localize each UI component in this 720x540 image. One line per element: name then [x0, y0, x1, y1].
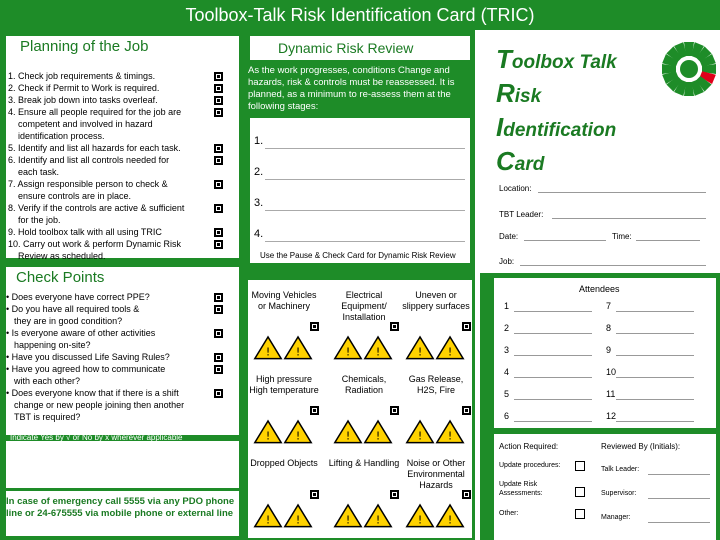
- attendee-field[interactable]: [616, 399, 694, 400]
- planning-item: competent and involved in hazard: [18, 119, 153, 129]
- time-field[interactable]: [636, 240, 700, 241]
- checkpoint-item: • Is everyone aware of other activities: [6, 328, 156, 338]
- svg-text:!: !: [447, 429, 453, 443]
- hazard-checkbox[interactable]: [390, 406, 399, 415]
- hazard-label: Electrical Equipment/ Installation: [341, 290, 387, 322]
- attendee-field[interactable]: [616, 421, 694, 422]
- planning-checkbox[interactable]: [214, 144, 223, 153]
- svg-text:!: !: [265, 345, 271, 359]
- svg-text:!: !: [295, 345, 301, 359]
- checkpoint-checkbox[interactable]: [214, 389, 223, 398]
- dynamic-title: Dynamic Risk Review: [278, 40, 414, 56]
- hazard-checkbox[interactable]: [310, 406, 319, 415]
- warning-text: If the answer to any of these questions is NO , then the safety of you and your team is at risk. Pause and check again.: [11, 449, 233, 483]
- hazard-warning-icon: [400, 416, 472, 450]
- attendee-number: 11: [606, 389, 616, 399]
- planning-item: each task.: [18, 167, 60, 177]
- checkpoint-item: they are in good condition?: [14, 316, 123, 326]
- checkpoint-checkbox[interactable]: [214, 329, 223, 338]
- hazard-label: High pressure High temperature: [249, 374, 319, 395]
- checkpoint-checkbox[interactable]: [214, 305, 223, 314]
- stage-field[interactable]: [265, 179, 465, 180]
- planning-checkbox[interactable]: [214, 228, 223, 237]
- hazard-checkbox[interactable]: [462, 322, 471, 331]
- job-field[interactable]: [520, 265, 706, 266]
- planning-checkbox[interactable]: [214, 180, 223, 189]
- hazard-label: Uneven or slippery surfaces: [402, 290, 470, 311]
- hazard-checkbox[interactable]: [310, 322, 319, 331]
- checkpoint-item: • Have you discussed Life Saving Rules?: [6, 352, 170, 362]
- location-field[interactable]: [538, 192, 706, 193]
- checkpoint-item: with each other?: [14, 376, 81, 386]
- hazard-warning-icon: [248, 500, 320, 534]
- attendees-panel: [480, 273, 720, 430]
- hazard-checkbox[interactable]: [310, 490, 319, 499]
- location-label: Location:: [499, 184, 532, 193]
- attendee-number: 3: [504, 345, 510, 355]
- supervisor-field[interactable]: [648, 498, 710, 499]
- attendee-number: 9: [606, 345, 612, 355]
- checkpoint-item: • Do you have all required tools &: [6, 304, 140, 314]
- hazard-checkbox[interactable]: [462, 490, 471, 499]
- attendee-field[interactable]: [514, 377, 592, 378]
- attendee-number: 12: [606, 411, 617, 421]
- action-required-label: Action Required:: [499, 442, 559, 451]
- tbt-leader-label: TBT Leader:: [499, 210, 544, 219]
- svg-text:!: !: [417, 513, 423, 527]
- hazard-warning-icon: [400, 500, 472, 534]
- company-logo: [660, 40, 718, 98]
- svg-text:!: !: [295, 429, 301, 443]
- attendee-field[interactable]: [616, 311, 694, 312]
- hazard-label: Dropped Objects: [250, 458, 318, 468]
- attendee-number: 10: [606, 367, 617, 377]
- checkpoint-checkbox[interactable]: [214, 293, 223, 302]
- checkpoint-checkbox[interactable]: [214, 365, 223, 374]
- update-procedures-label: Update procedures:: [499, 462, 561, 469]
- planning-checkbox[interactable]: [214, 72, 223, 81]
- svg-text:!: !: [345, 345, 351, 359]
- checkpoint-item: • Does everyone have correct PPE?: [6, 292, 150, 302]
- stage-field[interactable]: [265, 210, 465, 211]
- checkpoint-item: TBT is required?: [14, 412, 81, 422]
- svg-text:!: !: [265, 429, 271, 443]
- hazard-warning-icon: [328, 500, 400, 534]
- attendee-number: 5: [504, 389, 510, 399]
- hazard-label: Chemicals, Radiation: [341, 374, 387, 395]
- checkpoint-item: happening on-site?: [14, 340, 91, 350]
- checkpoint-item: change or new people joining then another: [14, 400, 185, 410]
- svg-text:!: !: [375, 513, 381, 527]
- svg-text:!: !: [265, 513, 271, 527]
- planning-item: 4. Ensure all people required for the job are: [8, 107, 182, 117]
- checkpoint-item: • Have you agreed how to communicate: [6, 364, 166, 374]
- attendee-field[interactable]: [514, 355, 592, 356]
- update-procedures-checkbox[interactable]: [575, 461, 585, 471]
- hazard-warning-icon: [328, 416, 400, 450]
- stage-number: 3.: [254, 197, 264, 209]
- hazard-checkbox[interactable]: [390, 490, 399, 499]
- svg-text:!: !: [295, 513, 301, 527]
- attendee-field[interactable]: [514, 333, 592, 334]
- planning-item: 9. Hold toolbox talk with all using TRIC: [8, 227, 162, 237]
- stage-number: 4.: [254, 228, 264, 240]
- time-label: Time:: [612, 232, 632, 241]
- attendee-number: 2: [504, 323, 510, 333]
- attendee-number: 1: [504, 301, 510, 311]
- attendee-number: 4: [504, 367, 510, 377]
- talk-leader-label: Talk Leader:: [601, 466, 640, 473]
- stage-field[interactable]: [265, 148, 465, 149]
- other-checkbox[interactable]: [575, 509, 585, 519]
- planning-item: identification process.: [18, 131, 105, 141]
- hazard-checkbox[interactable]: [390, 322, 399, 331]
- emergency-text: In case of emergency call 5555 via any PDO phone line or 24-675555 via mobile phone or external line: [6, 496, 235, 519]
- planning-item: for the job.: [18, 215, 61, 225]
- hazard-label: Lifting & Handling: [328, 458, 400, 468]
- manager-label: Manager:: [601, 514, 631, 521]
- hazard-checkbox[interactable]: [462, 406, 471, 415]
- planning-item: 3. Break job down into tasks overleaf.: [8, 95, 158, 105]
- card-title: Toolbox-Talk Risk Identification Card (TRIC): [0, 0, 720, 30]
- tbt-leader-field[interactable]: [552, 218, 706, 219]
- dynamic-intro: As the work progresses, conditions Change and hazards, risk & controls must be reassessed. It is planned, as a minimum to re-assess them at the following stages:: [248, 65, 455, 112]
- svg-text:!: !: [375, 345, 381, 359]
- planning-item: 8. Verify if the controls are active & sufficient: [8, 203, 185, 213]
- planning-item: 2. Check if Permit to Work is required.: [8, 83, 160, 93]
- planning-checkbox[interactable]: [214, 108, 223, 117]
- planning-item: Review as scheduled.: [18, 251, 106, 261]
- update-risk-label-2: Assessments:: [499, 490, 543, 497]
- hazard-warning-icon: [400, 332, 472, 366]
- attendee-field[interactable]: [514, 399, 592, 400]
- attendee-field[interactable]: [616, 355, 694, 356]
- planning-item: 5. Identify and list all hazards for each task.: [8, 143, 181, 153]
- attendee-field[interactable]: [616, 377, 694, 378]
- hazard-warning-icon: [248, 332, 320, 366]
- svg-text:!: !: [417, 429, 423, 443]
- attendee-field[interactable]: [514, 421, 592, 422]
- svg-text:!: !: [447, 513, 453, 527]
- pause-note: Use the Pause & Check Card for Dynamic Risk Review: [260, 251, 456, 260]
- svg-text:!: !: [345, 513, 351, 527]
- attendees-title: Attendees: [579, 284, 620, 294]
- planning-checkbox[interactable]: [214, 204, 223, 213]
- checkpoint-item: • Does everyone know that if there is a shift: [6, 388, 179, 398]
- planning-item: 10. Carry out work & perform Dynamic Risk: [8, 239, 182, 249]
- svg-text:!: !: [447, 345, 453, 359]
- planning-item: 6. Identify and list all controls needed for: [8, 155, 170, 165]
- attendee-number: 6: [504, 411, 510, 421]
- date-label: Date:: [499, 232, 519, 241]
- tric-card: Toolbox-Talk Risk Identification Card (TRIC) Planning of the Job 1. Check job requirements & timings. 2. Check if Permit to Work is required. 3. Break job down into tasks overleaf. 4. Ensure all people required for the job are competent and involved in hazard identification process. 5. Identify and list all hazards for each task. 6. Identify and list all controls needed for each task. 7. Assign responsible person to check & ensure controls are in place. 8. Verify if the controls are active & sufficient for the job. 9. Hold toolbox talk with all using TRIC 10. Carry out work & perform Dynamic Risk Review as scheduled. Check Points • Does everyone have correct PPE? • Do you have all required tools & they are in good condition? • Is everyone aware of other activities happening on-site? • Have you discussed Life Saving Rules? • Have you agreed how to communicate with each other? • Does everyone know that if there is a shift change or new people joining then another TBT is required? Indicate Yes by √ or No by x wherever applicable If the answer to any of these questions is NO , then the safety of you and your team is at risk. Pause and check again. In case of emergency call 5555 via any PDO phone line or 24-675555 via mobile phone or external line Dynamic Risk Review As the work progresses, conditions Change and hazards, risk & controls must be reassessed. It is planned, as a minimum to re-assess them at the following stages: 1. 2. 3. 4. Use the Pause & Check Card for Dynamic Risk Review Moving Vehicles or Machinery ! ! Electrical Equipment/ Installation ! ! Uneven or slippery surfaces ! ! High pressure High temperature ! ! Chemicals, Radiation ! ! Gas Release, H2S, Fire ! ! Dropped Objects ! ! Lifting & Handling ! ! Noise or Other Environmental Hazards ! ! Toolbox Talk Risk Identification Card Location: TBT Leader: Date: Time: Job: Attendees 1 7 2 8 3 9 4 10 5 11 6 12 Action Required: Reviewed By (Initials): Update procedures: Update Risk Assessments: Other: Talk Leader: Supervisor: Manager:: [0, 0, 720, 540]
- manager-field[interactable]: [648, 522, 710, 523]
- planning-item: 1. Check job requirements & timings.: [8, 71, 156, 81]
- date-field[interactable]: [524, 240, 606, 241]
- hazard-label: Gas Release, H2S, Fire: [408, 374, 464, 395]
- hazard-warning-icon: [248, 416, 320, 450]
- job-label: Job:: [499, 257, 515, 266]
- talk-leader-field[interactable]: [648, 474, 710, 475]
- stage-field[interactable]: [265, 241, 465, 242]
- hazard-label: Noise or Other Environmental Hazards: [406, 458, 466, 490]
- planning-title: Planning of the Job: [20, 38, 149, 55]
- hazard-label: Moving Vehicles or Machinery: [251, 290, 317, 311]
- planning-checkbox[interactable]: [214, 240, 223, 249]
- update-risk-checkbox[interactable]: [575, 487, 585, 497]
- planning-item: ensure controls are in place.: [18, 191, 132, 201]
- attendee-field[interactable]: [514, 311, 592, 312]
- planning-checkbox[interactable]: [214, 156, 223, 165]
- hazard-warning-icon: [328, 332, 400, 366]
- attendee-number: 8: [606, 323, 612, 333]
- planning-item: 7. Assign responsible person to check &: [8, 179, 168, 189]
- stage-number: 1.: [254, 135, 264, 147]
- planning-checkbox[interactable]: [214, 96, 223, 105]
- reviewed-by-label: Reviewed By (Initials):: [601, 442, 681, 451]
- checkpoint-checkbox[interactable]: [214, 353, 223, 362]
- update-risk-label-1: Update Risk: [499, 481, 538, 488]
- other-label: Other:: [499, 510, 519, 517]
- attendee-number: 7: [606, 301, 612, 311]
- planning-checkbox[interactable]: [214, 84, 223, 93]
- svg-text:!: !: [375, 429, 381, 443]
- svg-text:!: !: [417, 345, 423, 359]
- supervisor-label: Supervisor:: [601, 490, 637, 497]
- svg-text:!: !: [345, 429, 351, 443]
- stage-number: 2.: [254, 166, 264, 178]
- checkpoints-title: Check Points: [16, 269, 105, 286]
- indicate-note: Indicate Yes by √ or No by x wherever applicable: [10, 433, 183, 442]
- attendee-field[interactable]: [616, 333, 694, 334]
